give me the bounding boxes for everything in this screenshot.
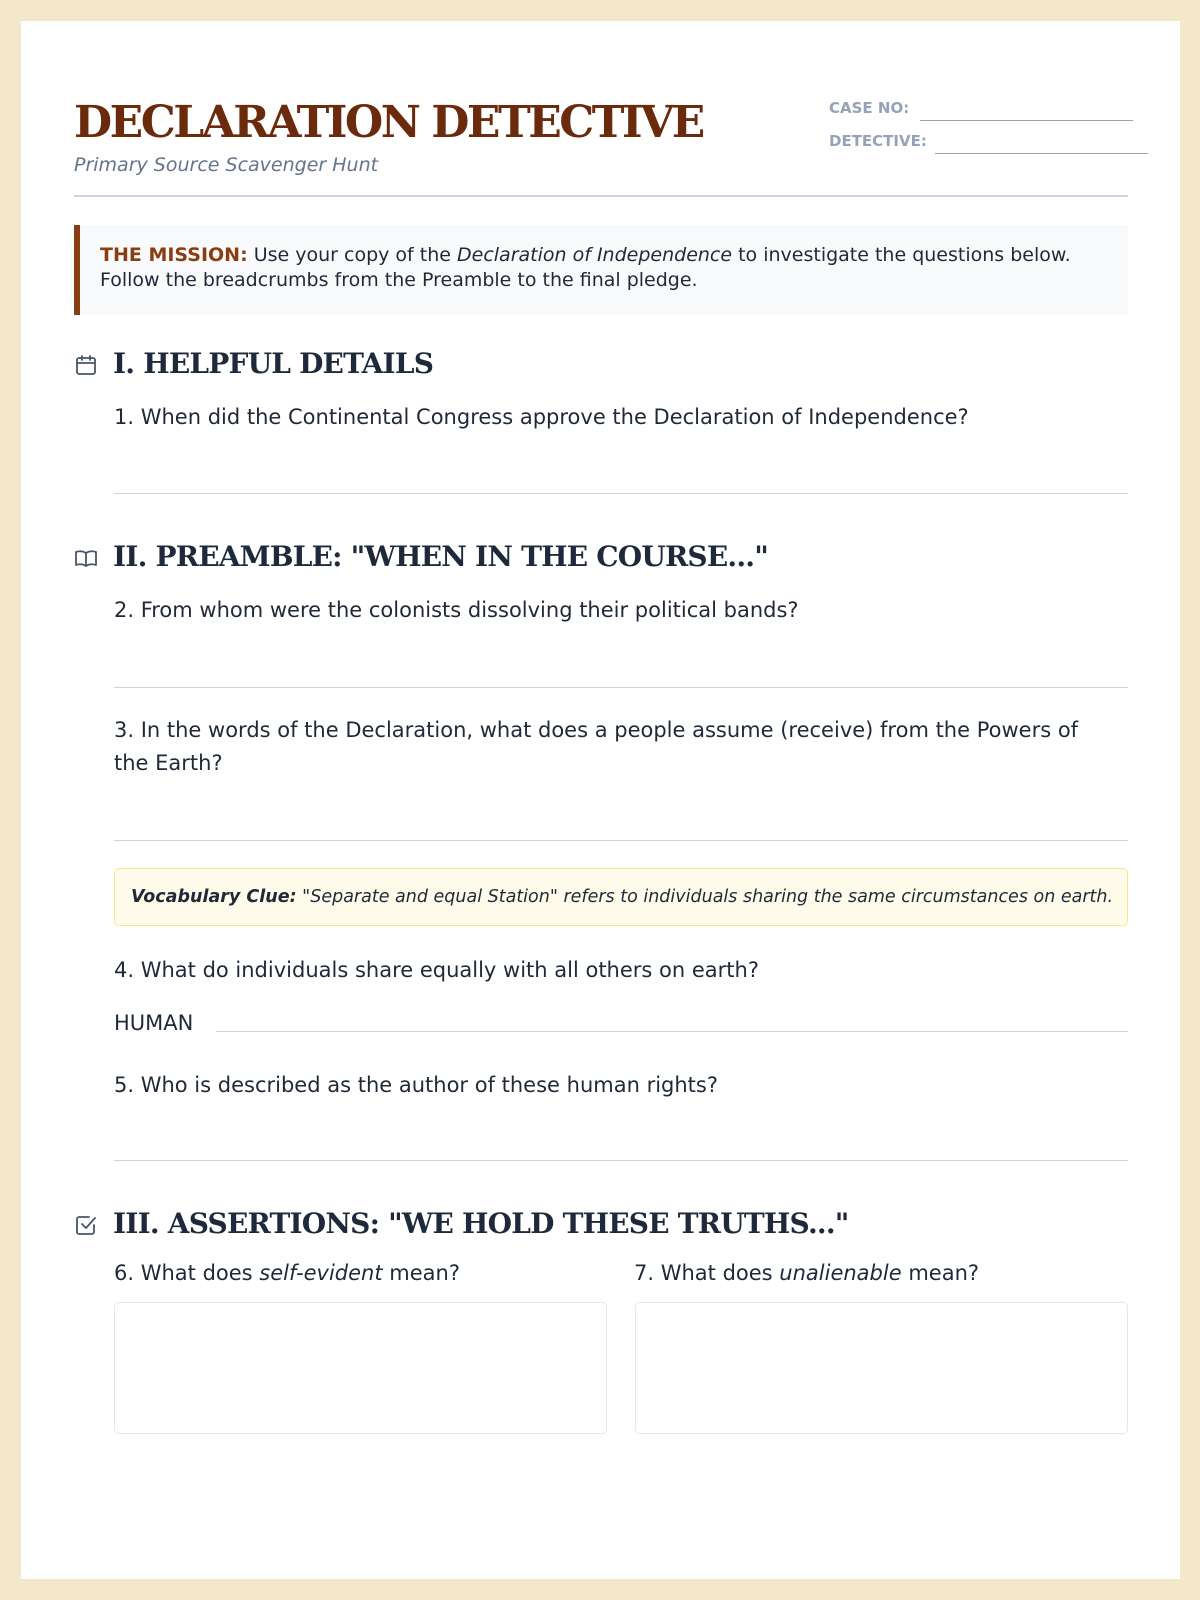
section-title: I. HELPFUL DETAILS: [113, 347, 434, 380]
vocab-text: "Separate and equal Station" refers to individuals sharing the same circumstances on earth.: [302, 887, 1114, 907]
answer-line-3[interactable]: [114, 840, 1128, 841]
answer-box-6[interactable]: [114, 1302, 607, 1434]
answer-line-4[interactable]: [216, 1031, 1128, 1032]
answer-line-2[interactable]: [114, 687, 1128, 688]
mission-document-name: Declaration of Independence: [457, 244, 733, 266]
question-7: [634, 1261, 979, 1285]
section-title: III. ASSERTIONS: "WE HOLD THESE TRUTHS...": [113, 1207, 849, 1240]
answer-prefix-human: HUMAN: [114, 1011, 194, 1035]
question-1: 1. When did the Continental Congress approve the Declaration of Independence?: [114, 405, 969, 429]
case-no-label: CASE NO:: [829, 99, 910, 117]
section-title: II. PREAMBLE: "WHEN IN THE COURSE...": [113, 540, 769, 573]
answer-box-7[interactable]: [635, 1302, 1128, 1434]
vocabulary-clue: [114, 868, 1128, 926]
question-6: [114, 1261, 460, 1285]
detective-field[interactable]: [935, 153, 1148, 154]
section-assertions: [74, 1207, 1128, 1247]
section-preamble: [74, 540, 1128, 580]
question-4: 4. What do individuals share equally with all others on earth?: [114, 958, 759, 982]
checkbox-icon: [74, 1213, 98, 1237]
calendar-icon: [74, 353, 98, 377]
answer-line-5[interactable]: [114, 1160, 1128, 1161]
question-7-term: unalienable: [779, 1261, 902, 1285]
answer-line-1[interactable]: [114, 493, 1128, 494]
detective-label: DETECTIVE:: [829, 132, 927, 150]
case-no-field[interactable]: [920, 120, 1133, 121]
mission-text-after: to investigate the questions below.: [738, 244, 1071, 266]
section-helpful-details: [74, 347, 1128, 387]
mission-box: [74, 225, 1128, 315]
question-6-term: self-evident: [259, 1261, 383, 1285]
page-title: DECLARATION DETECTIVE: [74, 97, 703, 148]
mission-label: THE MISSION:: [100, 244, 248, 266]
question-6-text-end: mean?: [389, 1261, 460, 1285]
question-5: 5. Who is described as the author of these human rights?: [114, 1073, 718, 1097]
page-subtitle: Primary Source Scavenger Hunt: [74, 154, 379, 176]
question-7-text: 7. What does: [634, 1261, 773, 1285]
worksheet-page: [21, 21, 1180, 1579]
question-6-text: 6. What does: [114, 1261, 253, 1285]
mission-text-before: Use your copy of the: [253, 244, 451, 266]
question-2: 2. From whom were the colonists dissolving their political bands?: [114, 598, 799, 622]
question-7-text-end: mean?: [908, 1261, 980, 1285]
book-open-icon: [74, 546, 98, 570]
vocab-label: Vocabulary Clue:: [131, 887, 297, 907]
question-3: 3. In the words of the Declaration, what does a people assume (receive) from the Powers of the Earth?: [114, 718, 1079, 775]
mission-line-2: Follow the breadcrumbs from the Preamble to the final pledge.: [100, 269, 698, 291]
header-divider: [74, 195, 1128, 197]
